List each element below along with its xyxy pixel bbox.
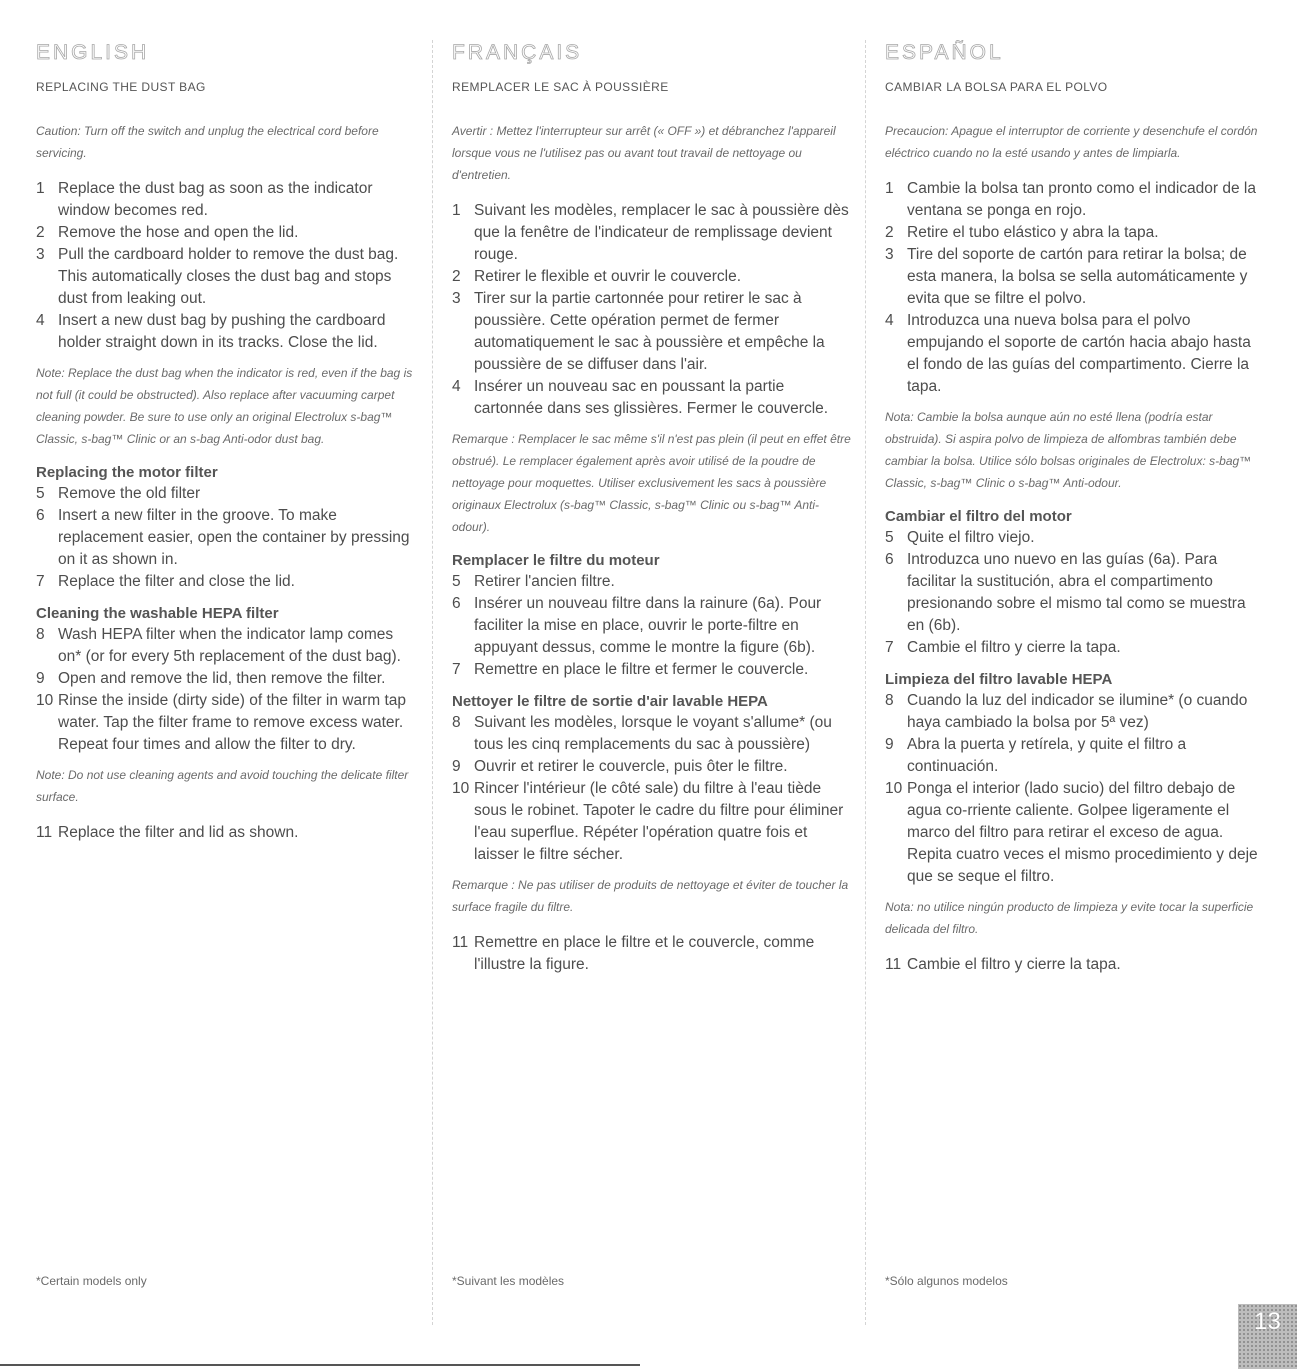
section-title: REMPLACER LE SAC À POUSSIÈRE xyxy=(452,80,669,94)
step-text: Pull the cardboard holder to remove the dust bag. This automatically closes the dust bag and stops dust from leaking out. xyxy=(58,246,399,307)
step-item xyxy=(36,822,416,844)
step-number: 2 xyxy=(452,268,461,285)
step-number: 3 xyxy=(36,246,45,263)
step-item xyxy=(36,222,416,244)
step-number: 6 xyxy=(36,507,45,524)
hepa-filter-heading: Limpieza del filtro lavable HEPA xyxy=(885,671,1113,688)
hepa-filter-heading: Cleaning the washable HEPA filter xyxy=(36,605,279,622)
step-item xyxy=(36,244,416,310)
step-item xyxy=(36,178,416,222)
caution-note: Caution: Turn off the switch and unplug the electrical cord before servicing. xyxy=(36,124,379,160)
step-text: Remettre en place le filtre et le couvercle, comme l'illustre la figure. xyxy=(474,934,815,973)
step-number: 10 xyxy=(36,692,54,709)
step-item xyxy=(452,376,852,420)
step-item xyxy=(452,932,852,976)
step-text: Cuando la luz del indicador se ilumine* (o cuando haya cambiado la bolsa por 5ª vez) xyxy=(907,692,1248,731)
step-item xyxy=(885,222,1265,244)
step-item xyxy=(885,637,1265,659)
column-french xyxy=(452,40,852,1325)
step-item xyxy=(36,310,416,354)
step-number: 8 xyxy=(885,692,894,709)
step-item xyxy=(885,690,1265,734)
language-title: ENGLISH xyxy=(36,41,150,64)
step-text: Introduzca uno nuevo en las guías (6a). Para facilitar la sustitución, abra el compartimento presionando sobre el mismo tal como se muestra en (6b). xyxy=(907,551,1246,634)
step-text: Insérer un nouveau sac en poussant la partie cartonnée dans ses glissières. Fermer le couvercle. xyxy=(474,378,829,417)
filter-note: Note: Do not use cleaning agents and avoid touching the delicate filter surface. xyxy=(36,768,409,804)
bag-note: Nota: Cambie la bolsa aunque aún no esté llena (podría estar obstruida). Si aspira polvo de limpieza de alfombras también debe cambiar la bolsa. Utilice sólo bolsas originales de Electrolux: s-bag™ Classic, s-bag™ Clinic o s-bag™ Anti-odour. xyxy=(885,410,1252,490)
step-text: Quite el filtro viejo. xyxy=(907,529,1035,546)
step-text: Tire del soporte de cartón para retirar la bolsa; de esta manera, la bolsa se sella automáticamente y evita que se filtre el polvo. xyxy=(907,246,1248,307)
step-text: Rincer l'intérieur (le côté sale) du filtre à l'eau tiède sous le robinet. Tapoter le cadre du filtre pour éliminer l'eau superflue. Répéter l'opération quatre fois et laisser le filtre sécher. xyxy=(474,780,844,863)
column-spanish xyxy=(885,40,1265,1325)
step-number: 9 xyxy=(452,758,461,775)
spacer xyxy=(452,866,852,874)
step-number: 1 xyxy=(36,180,45,197)
bag-note: Remarque : Remplacer le sac même s'il n'est pas plein (il peut en effet être obstrué). Le remplacer également après avoir utilisé de la poudre de nettoyage pour moquettes. Utiliser exclusivement les sacs à poussière originaux Electrolux (s-bag™ Classic, s-bag™ Clinic ou s-bag™ Anti-odour). xyxy=(452,432,851,534)
step-number: 2 xyxy=(36,224,45,241)
step-item xyxy=(452,200,852,266)
motor-filter-heading: Replacing the motor filter xyxy=(36,464,218,481)
step-text: Open and remove the lid, then remove the filter. xyxy=(58,670,386,687)
step-number: 8 xyxy=(36,626,45,643)
language-title: ESPAÑOL xyxy=(885,41,1004,64)
step-text: Remettre en place le filtre et fermer le couvercle. xyxy=(474,661,809,678)
step-number: 10 xyxy=(452,780,470,797)
step-item xyxy=(885,527,1265,549)
step-number: 1 xyxy=(885,180,894,197)
step-item xyxy=(885,734,1265,778)
step-text: Cambie la bolsa tan pronto como el indicador de la ventana se ponga en rojo. xyxy=(907,180,1256,219)
step-item xyxy=(36,483,416,505)
section-title: CAMBIAR LA BOLSA PARA EL POLVO xyxy=(885,80,1108,94)
step-number: 5 xyxy=(452,573,461,590)
step-number: 11 xyxy=(36,824,53,841)
step-item xyxy=(36,668,416,690)
step-text: Rinse the inside (dirty side) of the filter in warm tap water. Tap the filter frame to remove excess water. Repeat four times and allow the filter to dry. xyxy=(58,692,407,753)
footnote-english: *Certain models only xyxy=(36,1274,147,1288)
step-text: Wash HEPA filter when the indicator lamp comes on* (or for every 5th replacement of the dust bag). xyxy=(58,626,401,665)
step-number: 7 xyxy=(452,661,461,678)
step-item xyxy=(452,778,852,866)
step-number: 4 xyxy=(885,312,894,329)
filter-note: Nota: no utilice ningún producto de limpieza y evite tocar la superficie delicada del filtro. xyxy=(885,900,1254,936)
step-item xyxy=(452,659,852,681)
step-text: Ouvrir et retirer le couvercle, puis ôter le filtre. xyxy=(474,758,788,775)
step-item xyxy=(36,624,416,668)
step-text: Remove the old filter xyxy=(58,485,201,502)
spacer xyxy=(885,888,1265,896)
step-item xyxy=(452,288,852,376)
step-text: Tirer sur la partie cartonnée pour retirer le sac à poussière. Cette opération permet de fermer automatiquement le sac à poussière et empêche la poussière de se diffuser dans l'air. xyxy=(474,290,825,373)
step-text: Introduzca una nueva bolsa para el polvo empujando el soporte de cartón hacia abajo hasta el fondo de las guías del compartimento. Cierre la tapa. xyxy=(907,312,1251,395)
step-number: 6 xyxy=(885,551,894,568)
step-item xyxy=(36,505,416,571)
step-text: Retirer l'ancien filtre. xyxy=(474,573,615,590)
step-number: 9 xyxy=(885,736,894,753)
section-title: REPLACING THE DUST BAG xyxy=(36,80,206,94)
step-text: Retirer le flexible et ouvrir le couvercle. xyxy=(474,268,742,285)
column-divider-2 xyxy=(865,40,866,1325)
step-text: Suivant les modèles, remplacer le sac à poussière dès que la fenêtre de l'indicateur de remplissage devient rouge. xyxy=(474,202,849,263)
step-number: 2 xyxy=(885,224,894,241)
step-number: 7 xyxy=(885,639,894,656)
step-text: Abra la puerta y retírela, y quite el filtro a continuación. xyxy=(907,736,1187,775)
step-text: Ponga el interior (lado sucio) del filtro debajo de agua co-rriente caliente. Golpee ligeramente el marco del filtro para retirar el exceso de agua. Repita cuatro veces el mismo procedimiento y deje que se seque el filtro. xyxy=(907,780,1258,885)
step-number: 9 xyxy=(36,670,45,687)
step-number: 7 xyxy=(36,573,45,590)
spacer xyxy=(885,398,1265,406)
footnote-french: *Suivant les modèles xyxy=(452,1274,565,1288)
step-item xyxy=(885,778,1265,888)
step-item xyxy=(36,571,416,593)
spacer xyxy=(36,354,416,362)
spacer xyxy=(452,420,852,428)
step-number: 5 xyxy=(36,485,45,502)
step-item xyxy=(885,244,1265,310)
step-text: Insérer un nouveau filtre dans la rainure (6a). Pour faciliter la mise en place, ouvrir le porte-filtre en appuyant dessus, comme le montre la figure (6b). xyxy=(474,595,822,656)
step-item xyxy=(452,712,852,756)
step-item xyxy=(885,549,1265,637)
step-text: Insert a new dust bag by pushing the cardboard holder straight down in its tracks. Close the lid. xyxy=(58,312,386,351)
step-item xyxy=(452,756,852,778)
step-item xyxy=(452,593,852,659)
step-number: 11 xyxy=(885,956,902,973)
footnote-spanish: *Sólo algunos modelos xyxy=(885,1274,1008,1288)
step-text: Cambie el filtro y cierre la tapa. xyxy=(907,639,1121,656)
step-text: Retire el tubo elástico y abra la tapa. xyxy=(907,224,1159,241)
step-item xyxy=(452,571,852,593)
step-number: 6 xyxy=(452,595,461,612)
step-number: 3 xyxy=(885,246,894,263)
column-divider-1 xyxy=(432,40,433,1325)
step-text: Insert a new filter in the groove. To make replacement easier, open the container by pressing on it as shown in. xyxy=(58,507,410,568)
step-text: Cambie el filtro y cierre la tapa. xyxy=(907,956,1121,973)
step-item xyxy=(885,310,1265,398)
step-number: 8 xyxy=(452,714,461,731)
step-item xyxy=(885,954,1265,976)
hepa-filter-heading: Nettoyer le filtre de sortie d'air lavable HEPA xyxy=(452,693,768,710)
step-text: Remove the hose and open the lid. xyxy=(58,224,299,241)
step-text: Replace the dust bag as soon as the indicator window becomes red. xyxy=(58,180,373,219)
step-number: 11 xyxy=(452,934,469,951)
filter-note: Remarque : Ne pas utiliser de produits de nettoyage et éviter de toucher la surface fragile du filtre. xyxy=(452,878,849,914)
caution-note: Precaucion: Apague el interruptor de corriente y desenchufe el cordón eléctrico cuando no la esté usando y antes de limpiarla. xyxy=(885,124,1258,160)
step-item xyxy=(885,178,1265,222)
step-text: Suivant les modèles, lorsque le voyant s'allume* (ou tous les cinq remplacements du sac à poussière) xyxy=(474,714,832,753)
step-text: Replace the filter and close the lid. xyxy=(58,573,295,590)
bottom-rule xyxy=(0,1364,640,1366)
motor-filter-heading: Remplacer le filtre du moteur xyxy=(452,552,660,569)
step-number: 5 xyxy=(885,529,894,546)
column-english xyxy=(36,40,416,1325)
caution-note: Avertir : Mettez l'interrupteur sur arrêt (« OFF ») et débranchez l'appareil lorsque vous ne l'utilisez pas ou avant tout travail de nettoyage ou d'entretien. xyxy=(452,124,836,182)
step-text: Replace the filter and lid as shown. xyxy=(58,824,299,841)
bag-note: Note: Replace the dust bag when the indicator is red, even if the bag is not full (it could be obstructed). Also replace after vacuuming carpet cleaning powder. Be sure to use only an original Electrolux s-bag™ Classic, s-bag™ Clinic or an s-bag Anti-odor dust bag. xyxy=(36,366,413,446)
step-number: 3 xyxy=(452,290,461,307)
step-number: 1 xyxy=(452,202,461,219)
page-number: 13 xyxy=(1238,1304,1297,1369)
motor-filter-heading: Cambiar el filtro del motor xyxy=(885,508,1072,525)
step-item xyxy=(36,690,416,756)
step-item xyxy=(452,266,852,288)
spacer xyxy=(36,756,416,764)
step-number: 4 xyxy=(36,312,45,329)
language-title: FRANÇAIS xyxy=(452,41,583,64)
step-number: 10 xyxy=(885,780,903,797)
step-number: 4 xyxy=(452,378,461,395)
